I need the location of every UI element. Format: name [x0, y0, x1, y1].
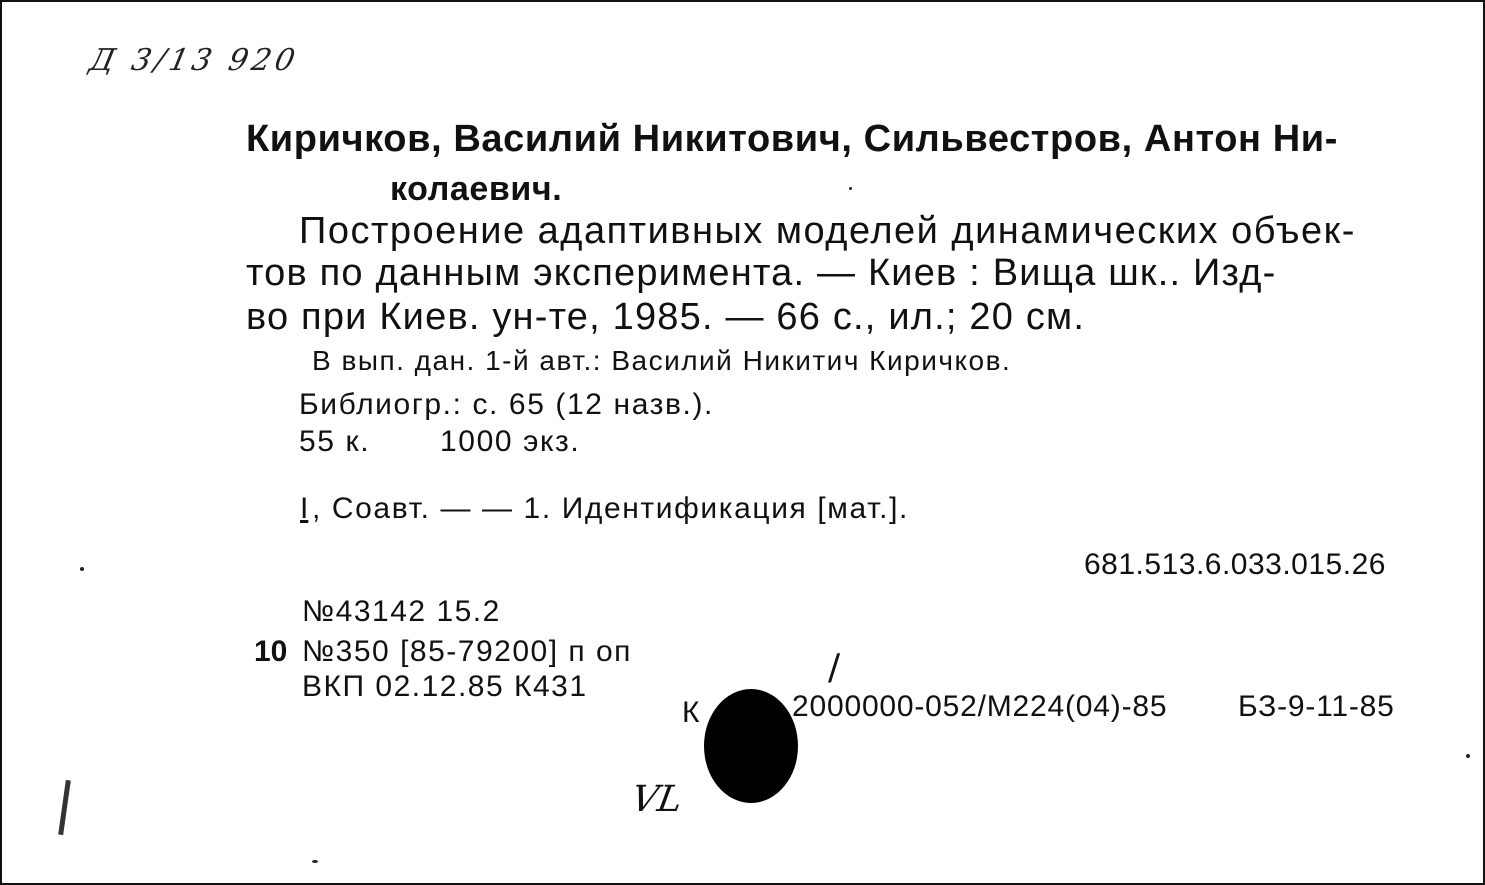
handwritten-accession-mark: Д 3/13 920	[86, 43, 302, 78]
title-line-3: во при Киев. ун-те, 1985. — 66 с., ил.; 20 см.	[246, 296, 1086, 338]
title-line-1: Построение адаптивных моделей динамических объек-	[299, 210, 1356, 252]
slash-mark: /	[828, 647, 841, 688]
punch-hole	[704, 689, 798, 803]
registry-line-3: ВКП 02.12.85 К431	[302, 670, 588, 703]
scan-streak	[58, 780, 71, 835]
scan-speck	[849, 187, 852, 190]
index-code-prefix: К	[682, 696, 700, 729]
scan-speck	[80, 567, 84, 571]
tracings-line: , Соавт. — — 1. Идентификация [мат.].	[312, 492, 909, 525]
udc-number: 681.513.6.033.015.26	[1084, 548, 1386, 581]
handwritten-initials: VL	[628, 779, 686, 820]
registry-line-2-prefix: 10	[254, 635, 288, 668]
registry-line-1: №43142 15.2	[302, 595, 501, 628]
authors-line-2: колаевич.	[390, 170, 563, 208]
registry-line-2: №350 [85-79200] п оп	[302, 635, 632, 668]
tracing-roman-numeral: I	[300, 492, 309, 525]
scan-speck	[1466, 754, 1470, 758]
note-copies: 1000 экз.	[440, 425, 581, 458]
title-line-2: тов по данным эксперимента. — Киев : Вища шк.. Изд-	[246, 252, 1277, 294]
note-first-author: В вып. дан. 1-й авт.: Василий Никитич Киричков.	[312, 345, 1012, 376]
bz-code: БЗ-9-11-85	[1238, 690, 1395, 723]
note-price: 55 к.	[299, 425, 371, 458]
index-code: 2000000-052/М224(04)-85	[792, 690, 1168, 723]
scan-speck	[312, 860, 318, 863]
note-bibliography: Библиогр.: с. 65 (12 назв.).	[299, 388, 714, 421]
authors-line-1: Киричков, Василий Никитович, Сильвестров, Антон Ни-	[246, 118, 1339, 160]
